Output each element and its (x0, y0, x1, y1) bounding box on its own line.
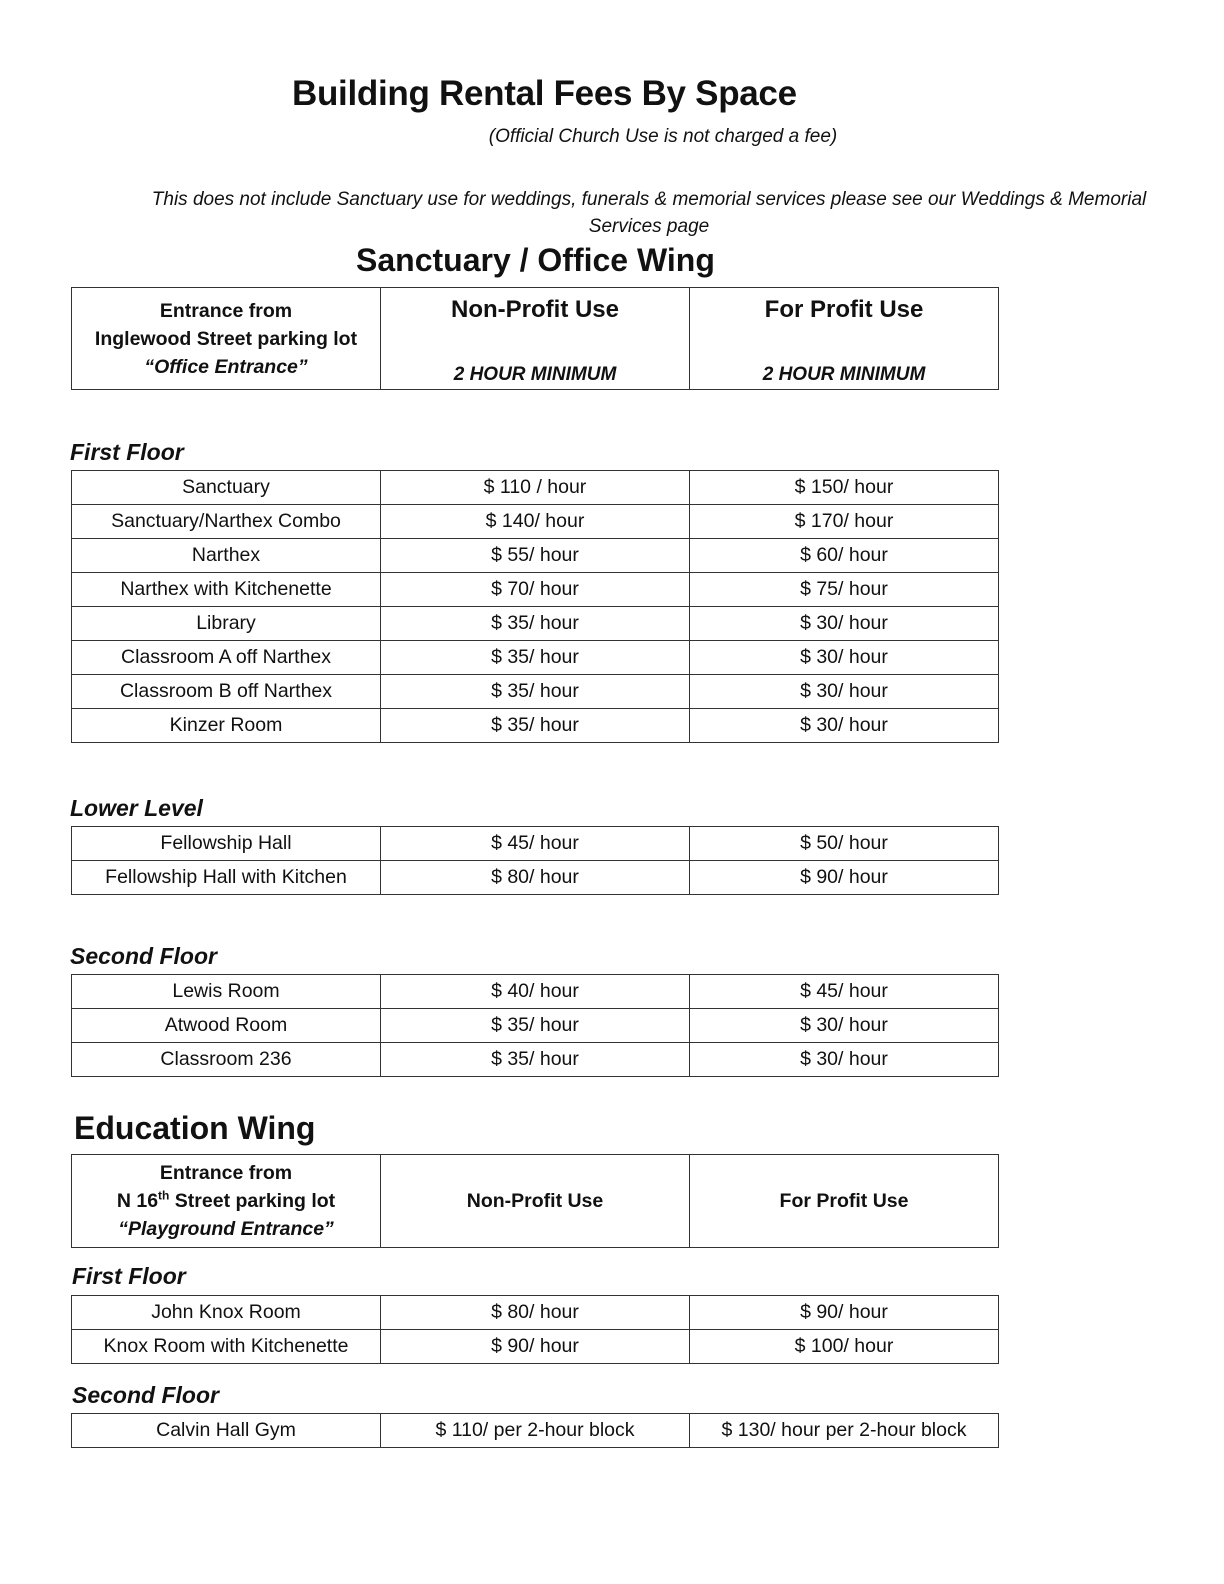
table-row (72, 1296, 999, 1330)
space-name-cell: Sanctuary/Narthex Combo (72, 505, 381, 539)
entrance-cell (72, 288, 381, 390)
rates-table-first-floor (71, 470, 999, 743)
floor-label: First Floor (72, 1263, 186, 1289)
space-name-cell: Narthex with Kitchenette (72, 573, 381, 607)
nonprofit-rate-cell: $ 35/ hour (381, 709, 690, 743)
space-name-cell: Knox Room with Kitchenette (72, 1330, 381, 1364)
table-row (72, 1043, 999, 1077)
table-row (72, 1009, 999, 1043)
notice-text: This does not include Sanctuary use for weddings, funerals & memorial services please see our Weddings & Memorial Services page (151, 189, 1147, 237)
forprofit-header-cell (690, 288, 999, 390)
table-row (72, 641, 999, 675)
space-name-cell: Fellowship Hall (72, 827, 381, 861)
nonprofit-minimum: 2 HOUR MINIMUM (453, 364, 617, 385)
entrance-line: Entrance from (159, 1162, 293, 1184)
education-wing-title: Education Wing (74, 1110, 316, 1146)
nonprofit-rate-cell: $ 80/ hour (381, 861, 690, 895)
forprofit-rate-cell: $ 30/ hour (690, 1043, 999, 1077)
floor-label: Lower Level (70, 795, 203, 821)
forprofit-minimum: 2 HOUR MINIMUM (762, 364, 926, 385)
forprofit-rate-cell: $ 100/ hour (690, 1330, 999, 1364)
forprofit-rate-cell: $ 170/ hour (690, 505, 999, 539)
space-name-cell: Classroom 236 (72, 1043, 381, 1077)
forprofit-rate-cell: $ 60/ hour (690, 539, 999, 573)
nonprofit-rate-cell: $ 40/ hour (381, 975, 690, 1009)
entrance-name: “Playground Entrance” (118, 1218, 334, 1240)
nonprofit-rate-cell: $ 45/ hour (381, 827, 690, 861)
nonprofit-rate-cell: $ 90/ hour (381, 1330, 690, 1364)
forprofit-rate-cell: $ 30/ hour (690, 675, 999, 709)
forprofit-rate-cell: $ 30/ hour (690, 607, 999, 641)
space-name-cell: Fellowship Hall with Kitchen (72, 861, 381, 895)
table-row (72, 539, 999, 573)
table-row (72, 607, 999, 641)
space-name-cell: Lewis Room (72, 975, 381, 1009)
space-name-cell: Calvin Hall Gym (72, 1414, 381, 1448)
space-name-cell: John Knox Room (72, 1296, 381, 1330)
nonprofit-rate-cell: $ 35/ hour (381, 1009, 690, 1043)
nonprofit-rate-cell: $ 110/ per 2-hour block (381, 1414, 690, 1448)
nonprofit-rate-cell: $ 55/ hour (381, 539, 690, 573)
forprofit-rate-cell: $ 75/ hour (690, 573, 999, 607)
space-name-cell: Classroom B off Narthex (72, 675, 381, 709)
floor-label: Second Floor (70, 943, 217, 969)
table-row (72, 861, 999, 895)
table-row (72, 709, 999, 743)
space-name-cell: Kinzer Room (72, 709, 381, 743)
rates-table-lower-level (71, 826, 999, 895)
nonprofit-rate-cell: $ 80/ hour (381, 1296, 690, 1330)
nonprofit-rate-cell: $ 110 / hour (381, 471, 690, 505)
nonprofit-rate-cell: $ 140/ hour (381, 505, 690, 539)
nonprofit-rate-cell: $ 35/ hour (381, 607, 690, 641)
page-title: Building Rental Fees By Space (292, 74, 797, 113)
sanctuary-wing-title: Sanctuary / Office Wing (356, 242, 715, 278)
nonprofit-rate-cell: $ 70/ hour (381, 573, 690, 607)
entrance-name: “Office Entrance” (144, 355, 308, 378)
table-row (72, 471, 999, 505)
forprofit-rate-cell: $ 50/ hour (690, 827, 999, 861)
entrance-line: N 16th Street parking lot (116, 1188, 336, 1212)
entrance-line: Entrance from (159, 299, 293, 322)
space-name-cell: Classroom A off Narthex (72, 641, 381, 675)
nonprofit-header: Non-Profit Use (451, 296, 619, 323)
table-row (72, 827, 999, 861)
space-name-cell: Atwood Room (72, 1009, 381, 1043)
forprofit-rate-cell: $ 90/ hour (690, 861, 999, 895)
entrance-line: Inglewood Street parking lot (94, 327, 358, 350)
rates-table-education-first-floor (71, 1295, 999, 1364)
nonprofit-rate-cell: $ 35/ hour (381, 675, 690, 709)
forprofit-header: For Profit Use (764, 296, 924, 323)
forprofit-header: For Profit Use (690, 1155, 999, 1248)
space-name-cell: Library (72, 607, 381, 641)
forprofit-rate-cell: $ 30/ hour (690, 641, 999, 675)
table-row (72, 573, 999, 607)
rates-table-education-second-floor (71, 1413, 999, 1448)
forprofit-rate-cell: $ 150/ hour (690, 471, 999, 505)
nonprofit-rate-cell: $ 35/ hour (381, 641, 690, 675)
nonprofit-rate-cell: $ 35/ hour (381, 1043, 690, 1077)
nonprofit-header-cell (381, 288, 690, 390)
sanctuary-wing-header-table (71, 287, 999, 390)
education-wing-header-table (71, 1154, 999, 1248)
rates-table-second-floor (71, 974, 999, 1077)
forprofit-rate-cell: $ 30/ hour (690, 1009, 999, 1043)
forprofit-rate-cell: $ 45/ hour (690, 975, 999, 1009)
forprofit-rate-cell: $ 130/ hour per 2-hour block (690, 1414, 999, 1448)
page-subtitle: (Official Church Use is not charged a fee) (488, 126, 838, 147)
space-name-cell: Sanctuary (72, 471, 381, 505)
forprofit-rate-cell: $ 30/ hour (690, 709, 999, 743)
space-name-cell: Narthex (72, 539, 381, 573)
table-row (72, 505, 999, 539)
entrance-cell (72, 1155, 381, 1248)
table-row (72, 1330, 999, 1364)
nonprofit-header: Non-Profit Use (381, 1155, 690, 1248)
table-row (72, 1414, 999, 1448)
forprofit-rate-cell: $ 90/ hour (690, 1296, 999, 1330)
floor-label: Second Floor (72, 1382, 219, 1408)
table-row (72, 675, 999, 709)
table-row (72, 975, 999, 1009)
floor-label: First Floor (70, 439, 184, 465)
